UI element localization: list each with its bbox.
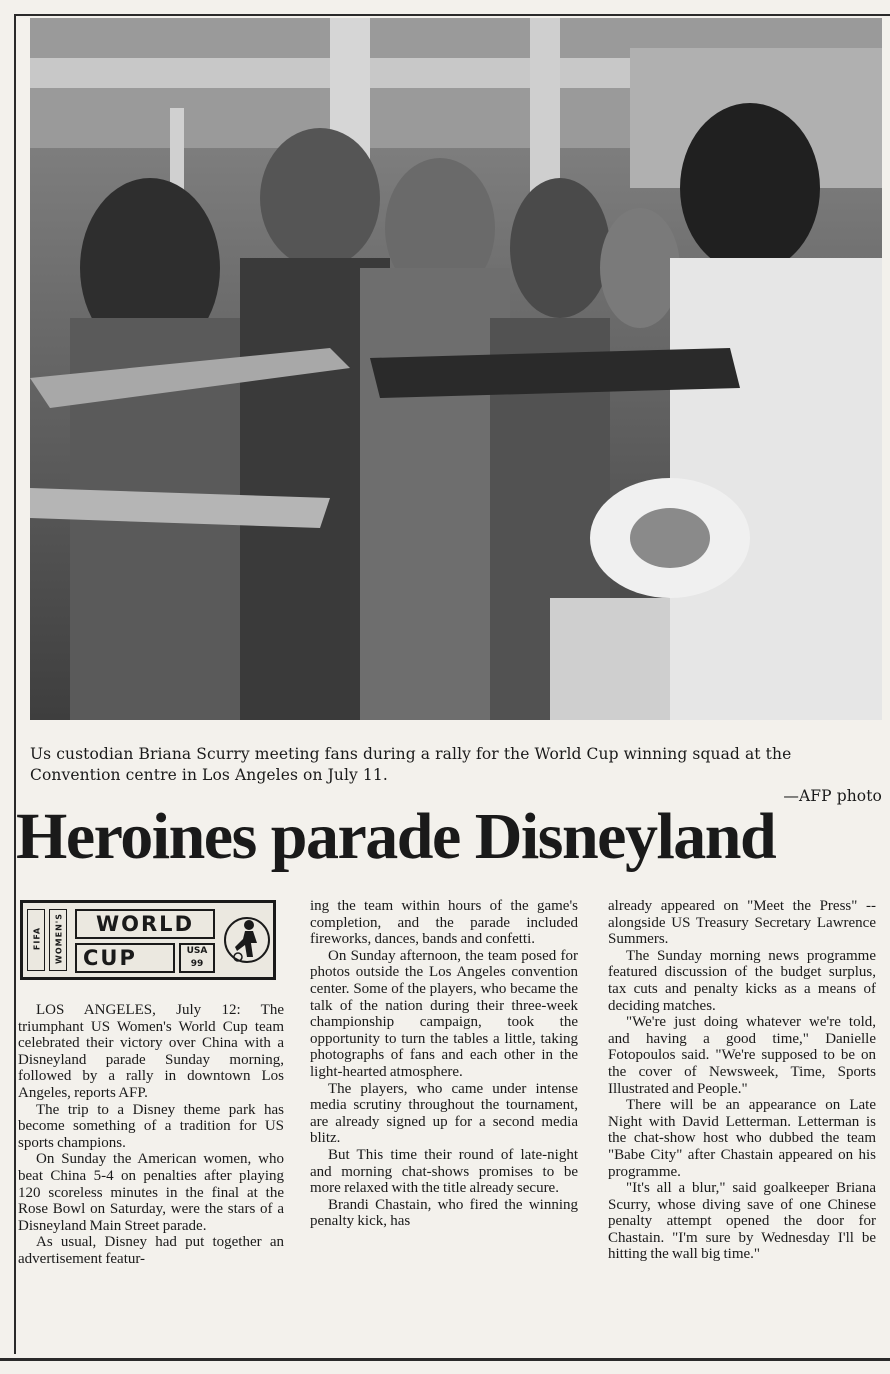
logo-cup-text: CUP: [75, 943, 175, 973]
paragraph: The Sunday morning news programme featured discussion of the budget surplus, tax cuts and penalty kicks as a means of deciding matches.: [608, 947, 876, 1014]
article-column-1: [18, 1002, 284, 1268]
paragraph: The trip to a Disney theme park has become something of a tradition for US sports champions.: [18, 1101, 284, 1151]
paragraph: already appeared on "Meet the Press" -- alongside US Treasury Secretary Lawrence Summers.: [608, 898, 876, 948]
headline: Heroines parade Disneyland: [16, 800, 776, 873]
photo-illustration: [30, 18, 882, 720]
paragraph: As usual, Disney had put together an advertisement featur-: [18, 1234, 284, 1267]
logo-fifa-text: FIFA: [32, 926, 42, 951]
world-cup-logo: [20, 900, 276, 980]
logo-womens-text: WOMEN'S: [54, 913, 64, 964]
paragraph: Brandi Chastain, who fired the winning penalty kick, has: [310, 1196, 578, 1230]
page-rule-left: [14, 14, 16, 1354]
caption-text: Us custodian Briana Scurry meeting fans during a rally for the World Cup winning squad at the Convention centre in Los Angeles on July 11.: [30, 745, 792, 784]
paragraph: But This time their round of late-night and morning chat-shows promises to be more relaxed with the title already secure.: [310, 1146, 578, 1197]
logo-vertical-fifa: [27, 909, 45, 971]
logo-world-text: WORLD: [75, 909, 215, 939]
photo-credit: —AFP photo: [783, 787, 882, 805]
soccer-player-icon: [223, 907, 271, 973]
paragraph: "We're just doing whatever we're told, and having a good time," Danielle Fotopoulos said. "We're supposed to be on the cover of Newsweek, Time, Sports Illustrated and People.": [608, 1014, 876, 1097]
logo-usa-text: USA: [186, 946, 208, 956]
page-rule-bottom: [0, 1358, 890, 1361]
paragraph: LOS ANGELES, July 12: The triumphant US Women's World Cup team celebrated their victory over China with a Disneyland parade Sunday morning, followed by a rally in downtown Los Angeles, reports AFP.: [18, 1002, 284, 1101]
article-column-3: [608, 898, 876, 1263]
paragraph: On Sunday the American women, who beat China 5-4 on penalties after playing 120 scoreless minutes in the final at the Rose Bowl on Saturday, were the stars of a Disneyland Main Street parade.: [18, 1151, 284, 1234]
news-photo: [30, 18, 882, 720]
logo-vertical-womens: [49, 909, 67, 971]
paragraph: On Sunday afternoon, the team posed for photos outside the Los Angeles convention center. Some of the players, who became the talk of the nation during their three-week championship campaign, took the opportunity to turn the tables a little, taking photographs of fans and each other in the light-hearted atmosphere.: [310, 947, 578, 1080]
paragraph: The players, who came under intense media scrutiny throughout the tournament, are already signed up for a second media blitz.: [310, 1080, 578, 1147]
paragraph: There will be an appearance on Late Night with David Letterman. Letterman is the chat-show host who dubbed the team "Babe City" after Chastain appeared on his programme.: [608, 1097, 876, 1180]
page-rule-top: [14, 14, 890, 16]
article-column-2: [310, 898, 578, 1230]
logo-usa-box: [179, 943, 215, 973]
paragraph: "It's all a blur," said goalkeeper Briana Scurry, whose diving save of one Chinese penalty attempt opened the door for Chastain. "I'm sure by Wednesday I'll be hitting the wall big time.": [608, 1180, 876, 1263]
paragraph: ing the team within hours of the game's completion, and the parade included fireworks, dances, bands and confetti.: [310, 898, 578, 948]
logo-year-text: 99: [190, 959, 204, 969]
